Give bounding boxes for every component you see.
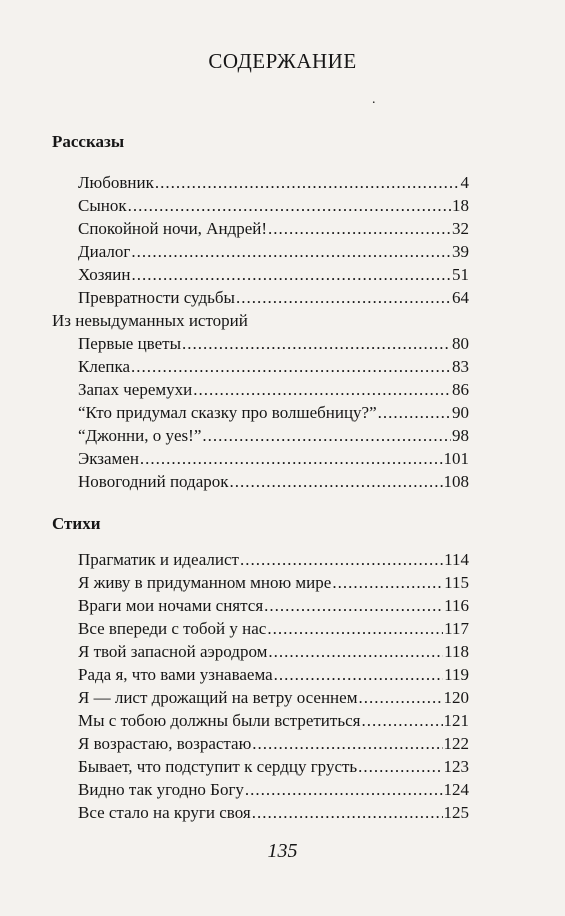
entry-page: 32 — [452, 219, 469, 238]
section-heading-stories: Рассказы — [52, 132, 125, 151]
entry-page: 108 — [443, 472, 469, 491]
entry-page: 39 — [452, 242, 469, 261]
leader-dots — [131, 357, 451, 377]
entry-title: Я твой запасной аэродром — [78, 642, 268, 661]
leader-dots — [245, 780, 443, 800]
entry-title: Все впереди с тобой у нас — [78, 619, 267, 638]
leader-dots — [128, 196, 451, 216]
entry-title: Я — лист дрожащий на ветру осеннем — [78, 688, 358, 707]
entry-title: Хозяин — [78, 265, 131, 284]
toc-entry — [78, 334, 469, 354]
toc-entry — [78, 734, 469, 754]
toc-entry — [78, 242, 469, 262]
entry-page: 101 — [443, 449, 469, 468]
toc-entry — [78, 357, 469, 377]
entry-page: 121 — [443, 711, 469, 730]
toc-entry — [78, 711, 469, 731]
leader-dots — [236, 288, 451, 308]
entry-title: Прагматик и идеалист — [78, 550, 239, 569]
stray-dot: . — [372, 92, 376, 107]
leader-dots — [240, 550, 443, 570]
entry-title: Рада я, что вами узнаваема — [78, 665, 273, 684]
leader-dots — [264, 596, 443, 616]
entry-page: 80 — [452, 334, 469, 353]
entry-title: Любовник — [78, 173, 154, 192]
page-title: СОДЕРЖАНИЕ — [208, 49, 357, 73]
entry-page: 122 — [443, 734, 469, 753]
leader-dots — [378, 403, 451, 423]
leader-dots — [267, 619, 443, 639]
entry-page: 123 — [443, 757, 469, 776]
toc-entry — [78, 688, 469, 708]
toc-entry — [78, 449, 469, 469]
entry-page: 120 — [443, 688, 469, 707]
toc-entry — [78, 803, 469, 823]
toc-entry — [78, 619, 469, 639]
toc-entry — [78, 173, 469, 193]
toc-entry — [78, 403, 469, 423]
entry-page: 83 — [452, 357, 469, 376]
toc-entry — [78, 550, 469, 570]
entry-page: 117 — [444, 619, 469, 638]
toc-entry — [78, 380, 469, 400]
toc-entry — [78, 665, 469, 685]
entry-page: 4 — [460, 173, 469, 192]
leader-dots — [193, 380, 451, 400]
entry-title: Клепка — [78, 357, 131, 376]
toc-entry — [78, 288, 469, 308]
leader-dots — [131, 242, 451, 262]
entry-title: Враги мои ночами снятся — [78, 596, 264, 615]
leader-dots — [155, 173, 460, 193]
entry-page: 118 — [444, 642, 469, 661]
toc-entry — [78, 426, 469, 446]
entry-title: Первые цветы — [78, 334, 181, 353]
entry-page: 115 — [444, 573, 469, 592]
entry-page: 125 — [443, 803, 469, 822]
leader-dots — [202, 426, 451, 446]
subgroup-heading: Из невыдуманных историй — [52, 311, 248, 330]
entry-title: “Кто придумал сказку про волшебницу?” — [78, 403, 377, 422]
leader-dots — [182, 334, 451, 354]
page-number: 135 — [267, 840, 298, 862]
entry-page: 90 — [452, 403, 469, 422]
entry-title: Видно так угодно Богу — [78, 780, 244, 799]
leader-dots — [358, 757, 442, 777]
leader-dots — [140, 449, 443, 469]
entry-page: 124 — [443, 780, 469, 799]
entry-title: Сынок — [78, 196, 127, 215]
entry-title: Я возрастаю, возрастаю — [78, 734, 252, 753]
leader-dots — [268, 642, 443, 662]
leader-dots — [274, 665, 443, 685]
entry-page: 98 — [452, 426, 469, 445]
entry-title: Спокойной ночи, Андрей! — [78, 219, 268, 238]
entry-page: 116 — [444, 596, 469, 615]
entry-title: Запах черемухи — [78, 380, 193, 399]
toc-entry — [78, 780, 469, 800]
entry-page: 18 — [452, 196, 469, 215]
toc-entry — [78, 196, 469, 216]
entry-title: Все стало на круги своя — [78, 803, 251, 822]
entry-title: Превратности судьбы — [78, 288, 235, 307]
toc-entry — [78, 757, 469, 777]
entry-title: Новогодний подарок — [78, 472, 229, 491]
entry-title: Экзамен — [78, 449, 139, 468]
toc-entry — [78, 642, 469, 662]
section-heading-poems: Стихи — [52, 514, 101, 533]
entry-page: 86 — [452, 380, 469, 399]
entry-title: Диалог — [78, 242, 131, 261]
leader-dots — [252, 734, 442, 754]
entry-title: Бывает, что подступит к сердцу грусть — [78, 757, 358, 776]
entry-page: 51 — [452, 265, 469, 284]
leader-dots — [358, 688, 442, 708]
entry-page: 119 — [444, 665, 469, 684]
toc-entry — [78, 265, 469, 285]
entry-page: 64 — [452, 288, 469, 307]
toc-entry — [78, 573, 469, 593]
leader-dots — [332, 573, 443, 593]
leader-dots — [268, 219, 451, 239]
toc-entry — [78, 219, 469, 239]
leader-dots — [361, 711, 442, 731]
leader-dots — [252, 803, 443, 823]
entry-title: Я живу в придуманном мною мире — [78, 573, 332, 592]
leader-dots — [131, 265, 451, 285]
entry-title: Мы с тобою должны были встретиться — [78, 711, 361, 730]
toc-entry — [78, 472, 469, 492]
toc-entry — [78, 596, 469, 616]
entry-page: 114 — [444, 550, 469, 569]
leader-dots — [230, 472, 443, 492]
entry-title: “Джонни, о yes!” — [78, 426, 202, 445]
